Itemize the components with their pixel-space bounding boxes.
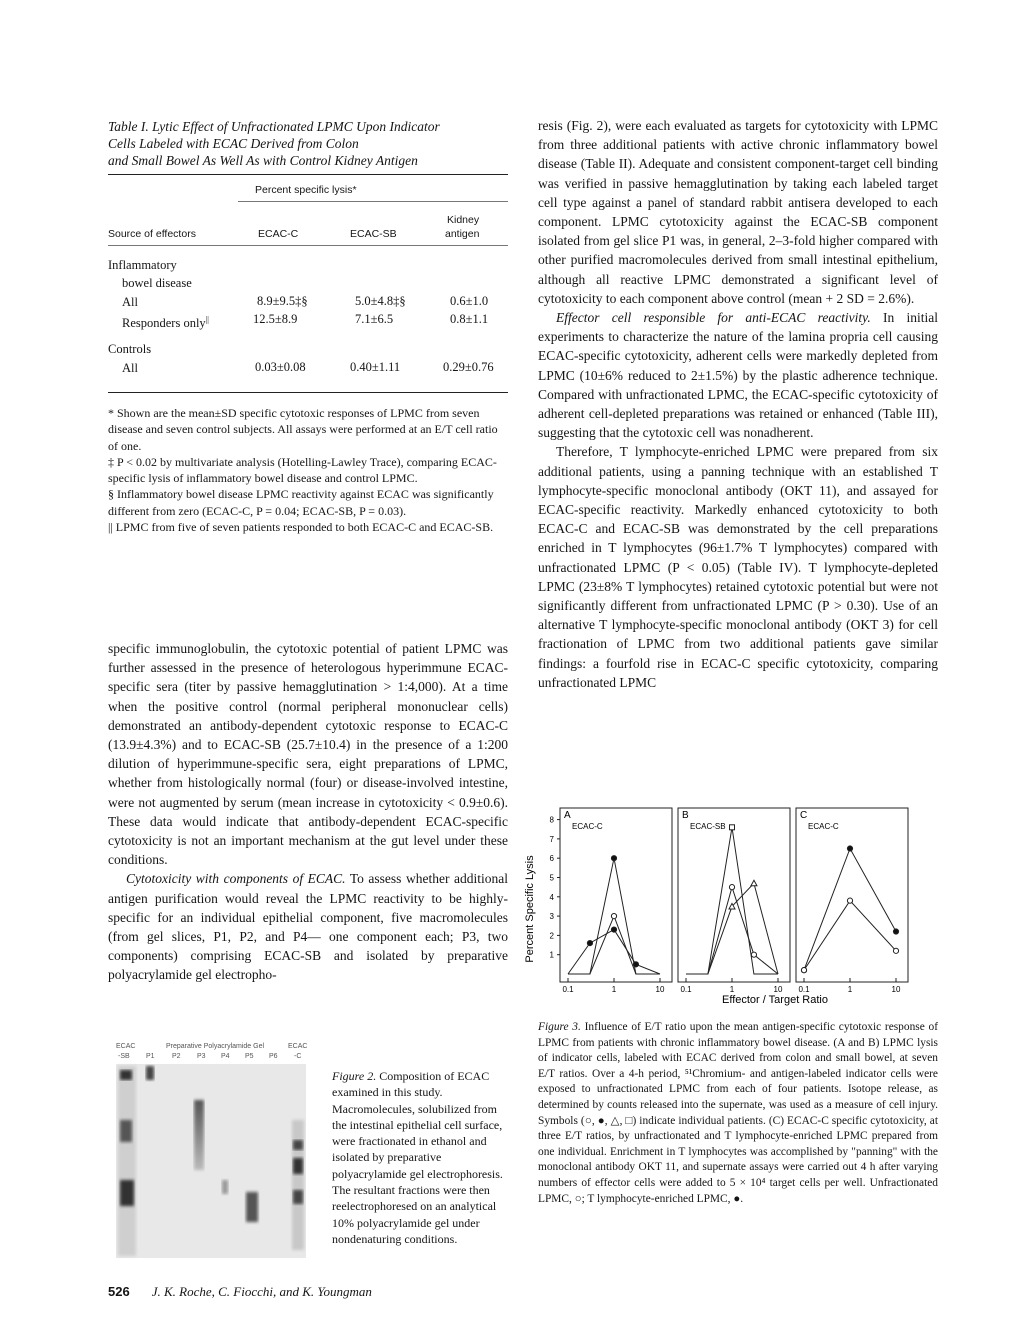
x-tick-label: 0.1 xyxy=(680,985,692,994)
table-header-rule xyxy=(108,245,508,246)
data-point xyxy=(730,825,735,830)
panel-frame xyxy=(560,808,672,982)
data-point xyxy=(751,952,756,957)
lane-label: P5 xyxy=(245,1053,254,1060)
table-col-ecac-sb: ECAC-SB xyxy=(350,228,397,240)
table-caption xyxy=(108,118,508,169)
x-axis-label: Effector / Target Ratio xyxy=(722,994,828,1006)
data-point xyxy=(751,880,757,886)
section-heading: Effector cell responsible for anti-ECAC reactivity. xyxy=(556,310,871,326)
y-tick-label: 1 xyxy=(549,950,554,960)
table-cell: 7.1±6.5 xyxy=(355,312,394,326)
body-paragraph: Therefore, T lymphocyte-enriched LPMC were prepared from six additional patients, using a panning technique with an established T lymphocyte-specific monoclonal antibody (OKT 11), and assayed for ECAC-specific reactivity. Markedly enhanced cytotoxicity to both ECAC-C and ECAC-SB was demonstrated by the cell preparations enriched in T lymphocytes (96±1.7% T lymphocytes) compared with unfractionated LPMC (P < 0.05) (Table IV). T lymphocyte-depleted LPMC (23±8% T lymphocytes) retained cytotoxic potential but were not significantly different from unfractionated LPMC (P > 0.30). Use of an alternative T lymphocyte-specific monoclonal antibody (OKT 3) for cell fractionation of LPMC from two additional patients gave similar findings: a fourfold rise in ECAC-C specific cytotoxicity, comparing unfractionated LPMC xyxy=(538,444,938,690)
data-point xyxy=(893,929,898,934)
series-line xyxy=(568,930,660,974)
caption-label: Figure 3. xyxy=(538,1021,581,1033)
table-cell: 8.9±9.5‡§ xyxy=(257,294,308,308)
page-footer xyxy=(108,1284,372,1300)
footnote: * Shown are the mean±SD specific cytotoxic responses of LPMC from seven disease and seven control subjects. All assays were performed at an E/T cell ratio of one. xyxy=(108,406,498,453)
table-cell: 5.0±4.8‡§ xyxy=(355,294,406,308)
table-group-bowel: bowel disease xyxy=(122,276,192,290)
table-cell: 12.5±8.9 xyxy=(253,312,298,326)
caption-label: Figure 2. xyxy=(332,1069,377,1083)
y-tick-label: 5 xyxy=(549,873,554,883)
y-tick-label: 4 xyxy=(549,892,554,902)
series-line xyxy=(804,901,896,970)
table-cell: 0.8±1.1 xyxy=(450,312,489,326)
body-paragraph xyxy=(538,308,938,442)
data-point xyxy=(587,941,592,946)
caption-body: Influence of E/T ratio upon the mean antigen-specific cytotoxic response of LPMC from patients with chronic inflammatory bowel disease. (A and B) LPMC lysis of indicator cells, labeled with ECAC derived from colon and small bowel, at seven E/T ratios. Over a 4-h period, ⁵¹Chromium- and antigen-labeled indicator cells were exposed to unfractionated LPMC from each of four patients. Isotope release, as determined by counts released into the supernate, was used as a measure of cell injury. Symbols (○, ●, △, □) indicate individual patients. (C) ECAC-C specific cytotoxicity, at three E/T ratios, by unfractionated and T lymphocyte-enriched LPMC prepared from one individual. Enrichment in T lymphocytes was accomplished by "panning" with the monoclonal antibody OKT 11, and supernate assays were carried out 4 h after varying numbers of effector cells were added to 5 × 10⁴ target cells per well. Unfractionated LPMC, ○; T lymphocyte-enriched LPMC, ●. xyxy=(538,1021,938,1205)
data-point xyxy=(611,913,616,918)
table-group-rule xyxy=(238,201,508,202)
figure3-plot-area xyxy=(550,808,908,994)
series-line xyxy=(686,887,778,974)
footnote: ‡ P < 0.02 by multivariate analysis (Hotelling-Lawley Trace), comparing ECAC-specific lysis of inflammatory bowel disease and control LPMC. xyxy=(108,454,497,486)
data-point xyxy=(729,885,734,890)
table-caption-line: and Small Bowel As Well As with Control Kidney Antigen xyxy=(108,153,418,168)
table-col-source: Source of effectors xyxy=(108,228,196,240)
x-tick-label: 0.1 xyxy=(562,985,574,994)
lane-label: P3 xyxy=(197,1053,206,1060)
x-tick-label: 1 xyxy=(847,985,853,994)
footer-authors: J. K. Roche, C. Fiocchi, and K. Youngman xyxy=(151,1284,372,1299)
table-row-label xyxy=(122,312,209,331)
series-line xyxy=(804,849,896,971)
data-point xyxy=(611,927,616,932)
x-tick-label: 0.1 xyxy=(798,985,810,994)
y-tick-label: 6 xyxy=(549,854,554,864)
gel-label: -C xyxy=(294,1053,302,1060)
panel-label: ECAC-C xyxy=(808,822,839,831)
gel-label: -SB xyxy=(118,1053,130,1060)
series-line xyxy=(568,916,660,974)
data-point xyxy=(893,948,898,953)
gel-label: ECAC xyxy=(288,1043,308,1050)
figure3-caption xyxy=(538,1020,938,1207)
body-paragraph: specific immunoglobulin, the cytotoxic potential of patient LPMC was further assessed in the presence of heterologous hyperimmune ECAC-specific sera (titer by passive hemagglutination > 1:4,000). At a time when the positive control (normal peripheral mononuclear cells) demonstrated an antibody-dependent cytotoxic response to ECAC-C (13.9±4.3%) and to ECAC-SB (25.7±10.4) in the presence of a 1:200 dilution of hyperimmune-specific sera, eight preparations of LPMC, whether from histologically normal (four) or disease-involved intestine, were not augmented by serum (mean increase in cytotoxicity < 0.9±0.6). These data would indicate that antibody-dependent ECAC-specific cytotoxicity is not an important mechanism at the gut level under these conditions. xyxy=(108,641,508,868)
table-caption-line: Cells Labeled with ECAC Derived from Colon xyxy=(108,136,359,151)
table-cell: 0.40±1.11 xyxy=(350,360,401,374)
data-point xyxy=(847,846,852,851)
lane-label: P1 xyxy=(146,1053,155,1060)
y-axis-label: Percent Specific Lysis xyxy=(524,855,536,963)
panel-label: ECAC-SB xyxy=(690,822,726,831)
lane-label: P4 xyxy=(221,1053,230,1060)
table-footnotes xyxy=(108,405,508,535)
x-tick-label: 10 xyxy=(655,985,665,994)
series-line xyxy=(686,827,778,974)
x-tick-label: 1 xyxy=(729,985,735,994)
left-column-body xyxy=(108,639,508,985)
panel-frame xyxy=(796,808,908,982)
figure2-caption xyxy=(332,1068,512,1247)
table-cell: 0.29±0.76 xyxy=(443,360,494,374)
panel-letter: C xyxy=(800,810,808,821)
panel-letter: A xyxy=(564,810,571,821)
data-point xyxy=(847,898,852,903)
table-row-mark: || xyxy=(205,315,209,324)
caption-text xyxy=(332,1068,512,1247)
table-top-rule xyxy=(108,174,508,175)
x-tick-label: 10 xyxy=(773,985,783,994)
gel-title: Preparative Polyacrylamide Gel xyxy=(166,1043,265,1050)
table-cell: 0.03±0.08 xyxy=(255,360,306,374)
lane-label: P6 xyxy=(269,1053,278,1060)
table-row-label: All xyxy=(122,295,138,309)
y-tick-label: 3 xyxy=(549,912,554,922)
right-column-body xyxy=(538,116,938,692)
paragraph-text: To assess whether additional antigen purification would reveal the LPMC reactivity to be highly-specific for an individual epithelial component, five macromolecules (from gel slices, P1, P2, and P4— one component each; P3, two components) comprising ECAC-SB and isolated by preparative polyacrylamide gel electropho- xyxy=(108,871,508,983)
page-number: 526 xyxy=(108,1284,130,1299)
caption-text xyxy=(538,1020,938,1207)
footnote: || LPMC from five of seven patients responded to both ECAC-C and ECAC-SB. xyxy=(108,520,494,535)
lane-label: P2 xyxy=(172,1053,181,1060)
table-row-label-text: Responders only xyxy=(122,316,206,331)
y-tick-label: 8 xyxy=(549,815,554,825)
panel-letter: B xyxy=(682,810,689,821)
footnote: § Inflammatory bowel disease LPMC reactivity against ECAC was significantly different from zero (ECAC-C, P = 0.04; ECAC-SB, P = 0.03). xyxy=(108,487,494,518)
paragraph-text: In initial experiments to characterize the nature of the lamina propria cell causing ECAC-specific cytotoxicity, adherent cells were markedly depleted from LPMC (10±6% reduced to 2±1.5%) by the plastic adherence technique. Compared with unfractionated LPMC, the ECAC-specific cytotoxicity of adherent cell-depleted preparations was retained or enhanced (Table III), suggesting that the cytotoxic cell was nonadherent. xyxy=(538,310,939,441)
data-point xyxy=(633,962,638,967)
section-heading: Cytotoxicity with components of ECAC. xyxy=(126,871,346,887)
gel-label: ECAC xyxy=(116,1043,136,1050)
body-paragraph xyxy=(108,869,508,984)
table-cell: 0.6±1.0 xyxy=(450,294,489,308)
y-tick-label: 2 xyxy=(549,931,554,941)
figure2-gel-image xyxy=(108,1040,323,1262)
table-bottom-rule xyxy=(108,392,508,393)
table-group-controls: Controls xyxy=(108,342,152,356)
table-row-label: All xyxy=(122,361,138,375)
data-point xyxy=(801,968,806,973)
table-group-inflammatory: Inflammatory xyxy=(108,258,177,272)
table-header-group: Percent specific lysis* xyxy=(255,184,357,196)
data-point xyxy=(611,856,616,861)
gel-lanes xyxy=(116,1064,306,1258)
table-col-ecac-c: ECAC-C xyxy=(258,228,299,240)
x-tick-label: 1 xyxy=(611,985,617,994)
x-tick-label: 10 xyxy=(891,985,901,994)
caption-body: Composition of ECAC examined in this study. Macromolecules, solubilized from the intestinal epithelial cell surface, were fractionated in ethanol and isolated by preparative polyacrylamide gel electrophoresis. The resultant fractions were then reelectrophoresed on an analytical 10% polyacrylamide gel under nondenaturing conditions. xyxy=(332,1069,503,1246)
y-tick-label: 7 xyxy=(549,834,554,844)
series-line xyxy=(686,883,778,974)
panel-label: ECAC-C xyxy=(572,822,603,831)
table-col-kidney-2: antigen xyxy=(445,228,480,240)
figure3-chart xyxy=(520,804,950,1014)
body-paragraph: resis (Fig. 2), were each evaluated as targets for cytotoxicity with LPMC from three additional patients with active chronic inflammatory bowel disease (Table II). Adequate and consistent component-target cell binding was verified in passive hemagglutination by taking each labeled target cell type against a panel of standard rabbit antisera developed to each component. LPMC cytotoxicity against the ECAC-SB component isolated from gel slice P1 was, in general, 2–3-fold higher compared with other purified macromolecules derived from small intestinal epithelium, although all reactive LPMC demonstrated a significant level of cytotoxicity to each component above control (mean + 2 SD = 2.6%). xyxy=(538,118,938,306)
table-col-kidney: Kidney xyxy=(447,214,480,226)
table-caption-line: Table I. Lytic Effect of Unfractionated LPMC Upon Indicator xyxy=(108,119,440,134)
